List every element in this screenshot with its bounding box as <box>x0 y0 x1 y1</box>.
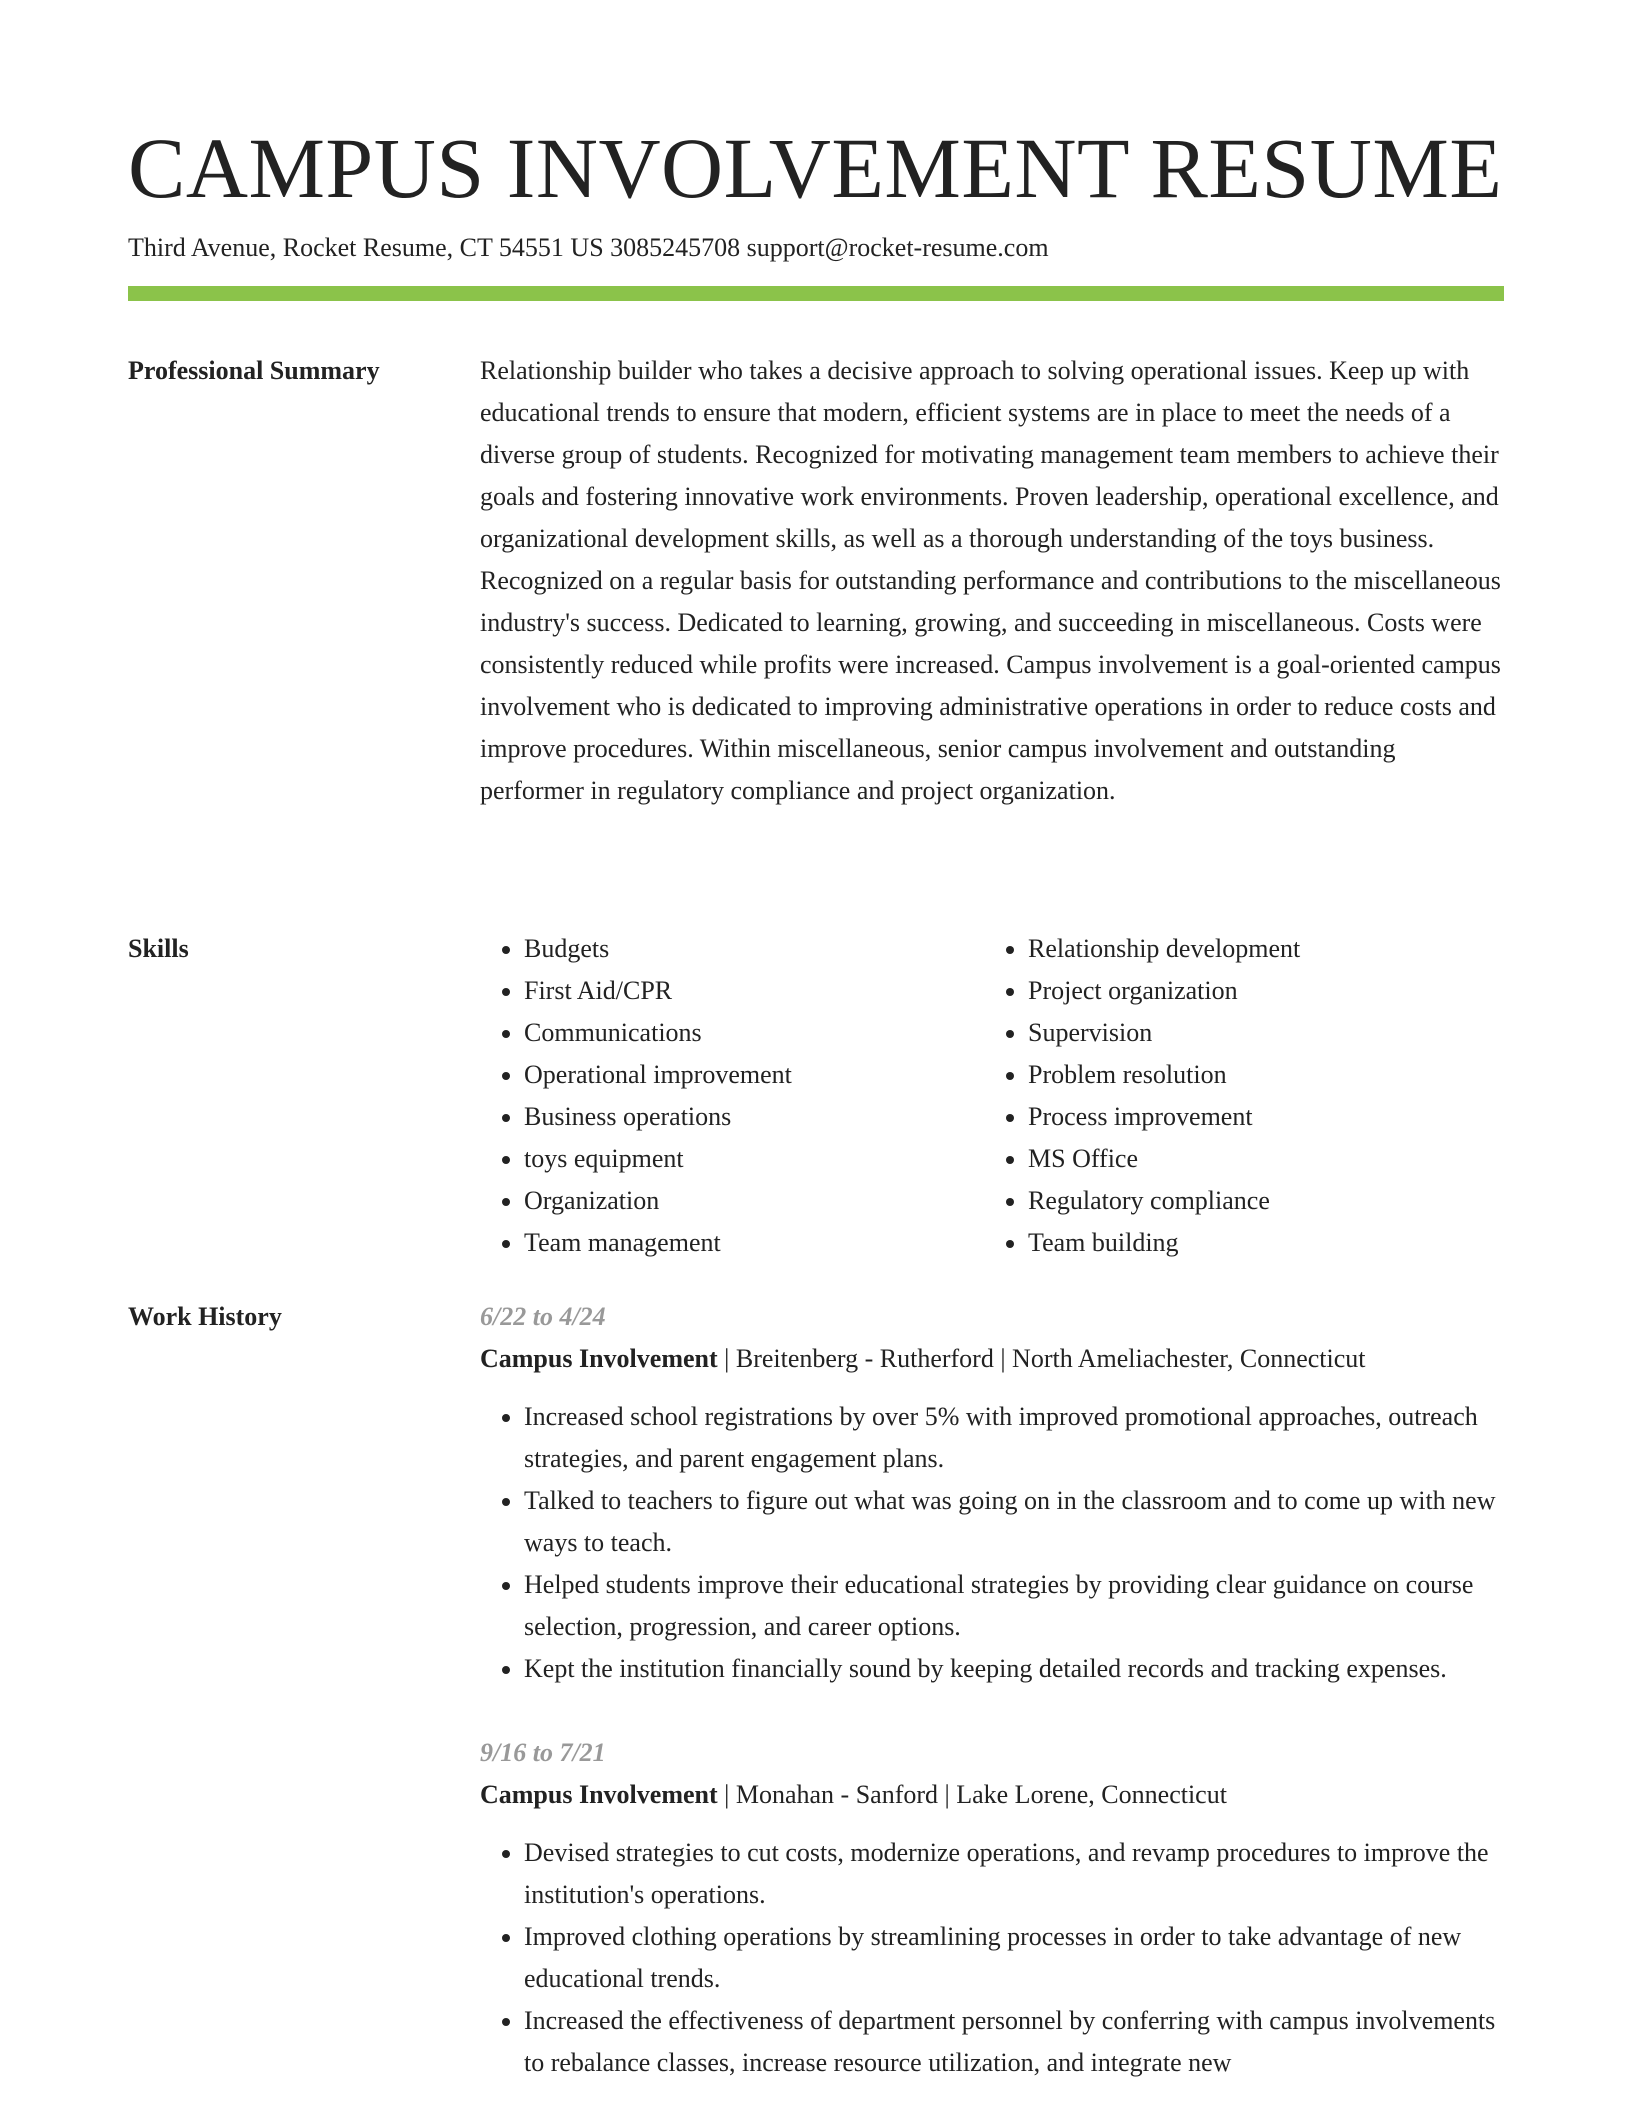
skill-item: • First Aid/CPR <box>524 970 984 1012</box>
job-heading <box>480 1338 1504 1380</box>
job-bullet: • Kept the institution financially sound by keeping detailed records and tracking expenses. <box>524 1648 1504 1690</box>
skill-item: • toys equipment <box>524 1138 984 1180</box>
skill-item: • Team building <box>1028 1222 1488 1264</box>
skill-item: • Process improvement <box>1028 1096 1488 1138</box>
skill-item: • Regulatory compliance <box>1028 1180 1488 1222</box>
skill-item: • Problem resolution <box>1028 1054 1488 1096</box>
skill-item: • Relationship development <box>1028 928 1488 970</box>
job-heading <box>480 1774 1504 1816</box>
skills-list-left <box>480 928 984 1264</box>
resume-title: CAMPUS INVOLVEMENT RESUME <box>128 120 1503 216</box>
skill-item: • Budgets <box>524 928 984 970</box>
skill-item: • Supervision <box>1028 1012 1488 1054</box>
job-bullet: • Helped students improve their educational strategies by providing clear guidance on course selection, progression, and career options. <box>524 1564 1504 1648</box>
summary-section <box>480 350 1504 812</box>
skill-item: • MS Office <box>1028 1138 1488 1180</box>
skills-list-right <box>984 928 1488 1264</box>
job-dates: 9/16 to 7/21 <box>480 1738 606 1767</box>
job-bullet: • Devised strategies to cut costs, modernize operations, and revamp procedures to improve the institution's operations. <box>524 1832 1504 1916</box>
skill-item: • Team management <box>524 1222 984 1264</box>
job-details: | Breitenberg - Rutherford | North Ameliachester, Connecticut <box>717 1344 1366 1373</box>
accent-divider <box>128 286 1504 301</box>
skill-item: • Organization <box>524 1180 984 1222</box>
skill-item: • Business operations <box>524 1096 984 1138</box>
skill-item: • Operational improvement <box>524 1054 984 1096</box>
job-title: Campus Involvement <box>480 1780 718 1809</box>
section-label-summary: Professional Summary <box>128 356 380 385</box>
job-bullet: • Increased the effectiveness of department personnel by conferring with campus involvements to rebalance classes, increase resource utilization, and integrate new <box>524 2000 1504 2084</box>
section-label-work: Work History <box>128 1302 282 1331</box>
summary-text: Relationship builder who takes a decisive approach to solving operational issues. Keep up with educational trends to ensure that modern, efficient systems are in place to meet the needs of a diverse group of students. Recognized for motivating management team members to achieve their goals and fostering innovative work environments. Proven leadership, operational excellence, and organizational development skills, as well as a thorough understanding of the toys business. Recognized on a regular basis for outstanding performance and contributions to the miscellaneous industry's success. Dedicated to learning, growing, and succeeding in miscellaneous. Costs were consistently reduced while profits were increased. Campus involvement is a goal-oriented campus involvement who is dedicated to improving administrative operations in order to reduce costs and improve procedures. Within miscellaneous, senior campus involvement and outstanding performer in regulatory compliance and project organization. <box>480 356 1501 805</box>
section-label-skills: Skills <box>128 934 189 963</box>
skill-item: • Communications <box>524 1012 984 1054</box>
job-title: Campus Involvement <box>480 1344 718 1373</box>
job-entry <box>480 1732 1504 2084</box>
job-bullets <box>480 1832 1504 2084</box>
job-bullet: • Talked to teachers to figure out what was going on in the classroom and to come up with new ways to teach. <box>524 1480 1504 1564</box>
job-bullet: • Improved clothing operations by streamlining processes in order to take advantage of new educational trends. <box>524 1916 1504 2000</box>
job-bullets <box>480 1396 1504 1690</box>
job-bullet: • Increased school registrations by over 5% with improved promotional approaches, outreach strategies, and parent engagement plans. <box>524 1396 1504 1480</box>
skill-item: • Project organization <box>1028 970 1488 1012</box>
job-details: | Monahan - Sanford | Lake Lorene, Connecticut <box>717 1780 1227 1809</box>
skills-section <box>480 928 1504 1264</box>
contact-line: Third Avenue, Rocket Resume, CT 54551 US 3085245708 support@rocket-resume.com <box>128 233 1049 262</box>
job-entry <box>480 1296 1504 1690</box>
job-dates: 6/22 to 4/24 <box>480 1302 606 1331</box>
work-history-section <box>480 1296 1504 2084</box>
